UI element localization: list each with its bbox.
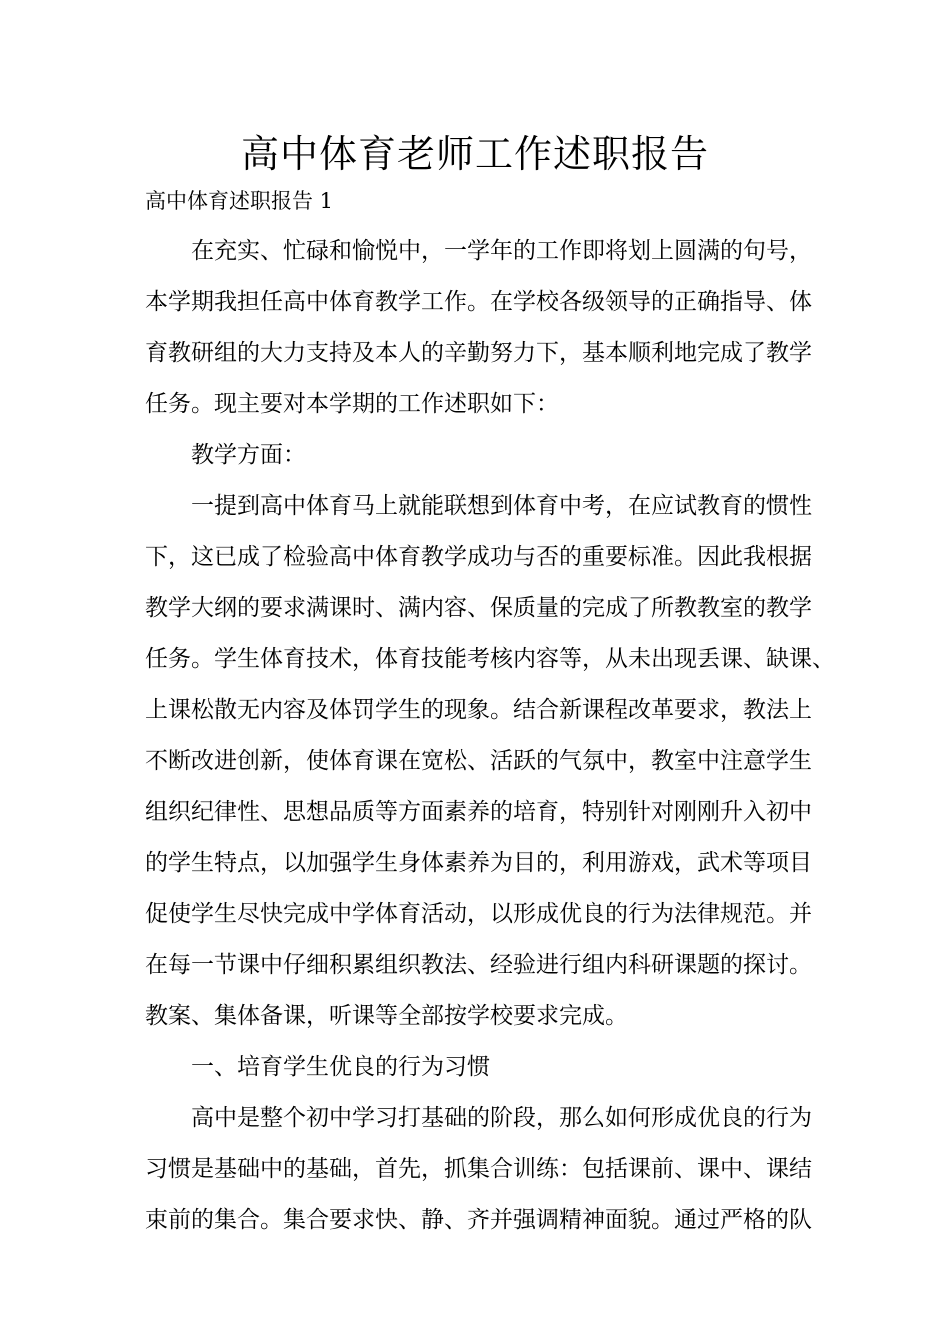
text-line: 下，这已成了检验高中体育教学成功与否的重要标准。因此我根据 [145,544,812,570]
text-line: 促使学生尽快完成中学体育活动，以形成优良的行为法律规范。并 [145,901,812,927]
text-line: 束前的集合。集合要求快、静、齐并强调精神面貌。通过严格的队 [145,1207,812,1233]
text-line: 教案、集体备课，听课等全部按学校要求完成。 [145,1003,628,1029]
text-line: 一提到高中体育马上就能联想到体育中考，在应试教育的惯性 [191,493,812,519]
text-line: 教学大纲的要求满课时、满内容、保质量的完成了所教教室的教学 [145,595,812,621]
document-title: 高中体育老师工作述职报告 [240,132,709,176]
text-line: 一、培育学生优良的行为习惯 [191,1054,490,1080]
text-line: 育教研组的大力支持及本人的辛勤努力下，基本顺利地完成了教学 [145,340,812,366]
text-line: 的学生特点，以加强学生身体素养为目的，利用游戏，武术等项目 [145,850,812,876]
document-body [145,235,835,1255]
text-line: 高中是整个初中学习打基础的阶段，那么如何形成优良的行为 [191,1105,812,1131]
text-line: 教学方面： [191,442,306,468]
section-heading: 高中体育述职报告 1 [145,189,334,213]
text-line: 在充实、忙碌和愉悦中，一学年的工作即将划上圆满的句号， [191,238,812,264]
text-line: 任务。现主要对本学期的工作述职如下： [145,391,559,417]
text-line: 组织纪律性、思想品质等方面素养的培育，特别针对刚刚升入初中 [145,799,812,825]
text-line: 习惯是基础中的基础，首先，抓集合训练：包括课前、课中、课结 [145,1156,812,1182]
text-line: 任务。学生体育技术，体育技能考核内容等，从未出现丢课、缺课、 [145,646,835,672]
text-line: 本学期我担任高中体育教学工作。在学校各级领导的正确指导、体 [145,289,812,315]
text-line: 上课松散无内容及体罚学生的现象。结合新课程改革要求，教法上 [145,697,812,723]
text-line: 不断改进创新，使体育课在宽松、活跃的气氛中，教室中注意学生 [145,748,812,774]
text-line: 在每一节课中仔细积累组织教法、经验进行组内科研课题的探讨。 [145,952,812,978]
